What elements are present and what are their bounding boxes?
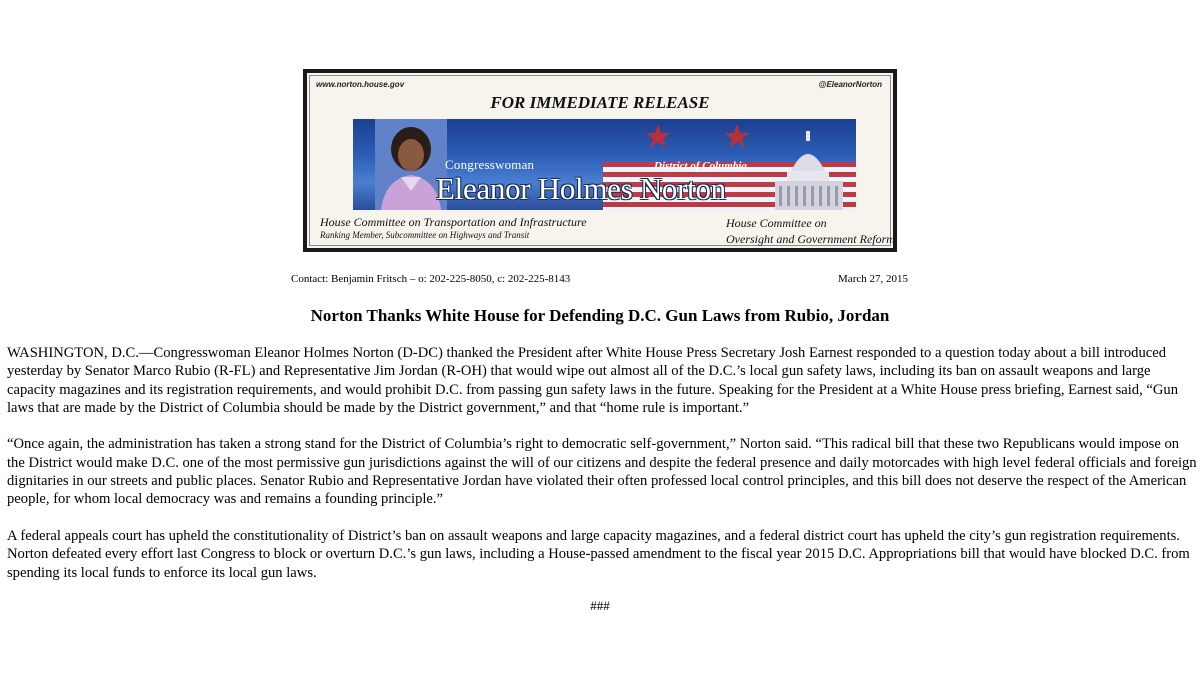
- end-mark: ###: [590, 598, 610, 613]
- subcommittee-left: Ranking Member, Subcommittee on Highways and Transit: [320, 230, 530, 240]
- release-date: March 27, 2015: [838, 273, 908, 285]
- congresswoman-name: Eleanor Holmes Norton: [436, 171, 726, 206]
- paragraph: “Once again, the administration has taken a strong stand for the District of Columbia’s right to democratic self-government,” Norton said. “This radical bill that these two Republicans would impose on the District would make D.C. one of the most permissive gun jurisdictions against the will of our citizens and despite the federal presence and daily motorcades with high level federal officials and foreign dignitaries in our streets and public places. Senator Rubio and Representative Jordan have violated their often professed local control principles, and this bill does not deserve the respect of the American people, for whom local democracy was and remains a founding principle.”: [7, 436, 1197, 508]
- district-label: District of Columbia: [654, 160, 747, 172]
- social-handle: @EleanorNorton: [818, 80, 882, 89]
- banner: [353, 119, 856, 210]
- committee-left: House Committee on Transportation and Infrastructure: [320, 215, 587, 229]
- letterhead-frame: [309, 75, 895, 246]
- committee-right: [726, 215, 895, 247]
- star-icon: [645, 123, 671, 149]
- star-icon: [724, 123, 750, 149]
- release-label: FOR IMMEDIATE RELEASE: [490, 93, 710, 112]
- contact-line: Contact: Benjamin Fritsch – o: 202-225-8050, c: 202-225-8143: [291, 273, 571, 285]
- committee-right-line2: Oversight and Government Reform: [726, 232, 895, 246]
- press-release-body: [7, 344, 1197, 600]
- title-prefix: Congresswoman: [445, 157, 535, 172]
- headline: Norton Thanks White House for Defending D.C. Gun Laws from Rubio, Jordan: [310, 306, 890, 325]
- paragraph: WASHINGTON, D.C.—Congresswoman Eleanor Holmes Norton (D-DC) thanked the President after White House Press Secretary Josh Earnest responded to a question today about a bill introduced yesterday by Senator Marco Rubio (R-FL) and Representative Jim Jordan (R-OH) that would wipe out almost all of the D.C.’s local gun safety laws, including its ban on assault weapons and large capacity magazines and its registration requirements, and would prohibit D.C. from passing gun safety laws in the future. Speaking for the President at a White House press briefing, Earnest said, “Gun laws that are made by the District of Columbia should be made by the District government,” and that “home rule is important.”: [7, 345, 1178, 416]
- paragraph: A federal appeals court has upheld the constitutionality of District’s ban on assault weapons and large capacity magazines, and a federal district court has upheld the city’s gun registration requirements. Norton defeated every effort last Congress to block or overturn D.C.’s gun laws, including a House-passed amendment to the fiscal year 2015 D.C. Appropriations bill that would have blocked D.C. from spending its local funds to enforce its local gun laws.: [7, 527, 1190, 581]
- capitol-dome-icon: [769, 131, 849, 210]
- committee-right-line1: House Committee on: [726, 216, 827, 230]
- website-label: www.norton.house.gov: [316, 80, 405, 89]
- letterhead: [303, 69, 897, 252]
